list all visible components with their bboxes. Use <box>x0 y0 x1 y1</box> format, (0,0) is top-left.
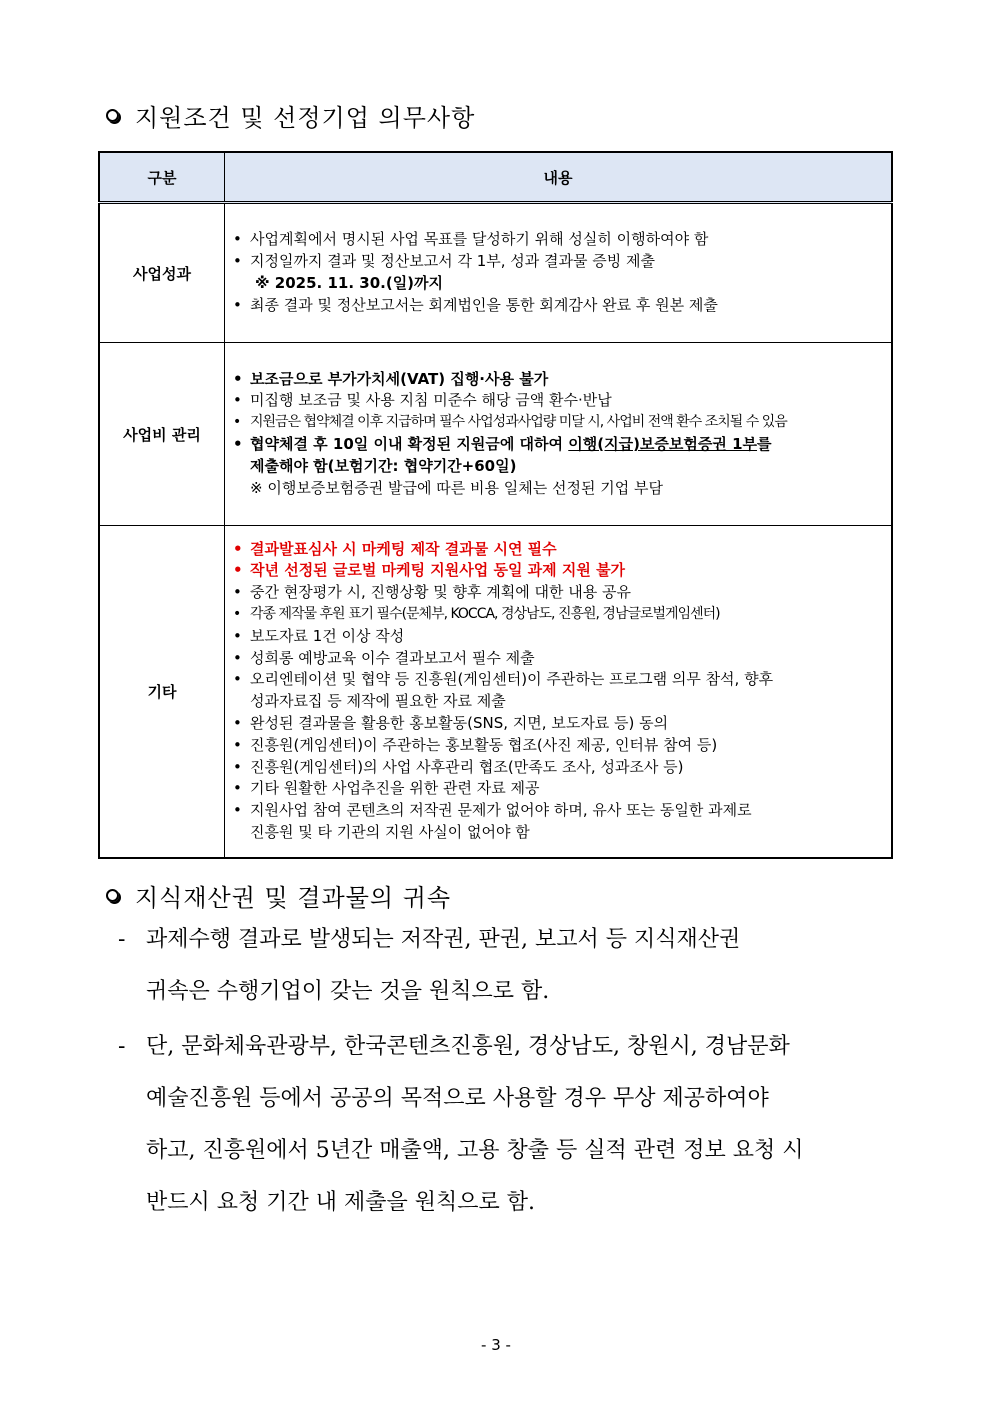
list-item: • 지원사업 참여 콘텐츠의 저작권 문제가 없어야 하며, 유사 또는 동일한 과제로 <box>233 800 885 822</box>
list-item-text: 협약체결 후 10일 이내 확정된 지원금에 대하여 <box>250 435 569 453</box>
row-category: 사업성과 <box>99 203 225 343</box>
circle-bullet-icon <box>106 109 119 122</box>
list-item-required: • 작년 선정된 글로벌 마케팅 지원사업 동일 과제 지원 불가 <box>233 560 885 582</box>
page-number: - 3 - <box>481 1336 511 1354</box>
cost-note: ※ 이행보증보험증권 발급에 따른 비용 일체는 선정된 기업 부담 <box>250 478 663 497</box>
paragraph-line: 예술진흥원 등에서 공공의 목적으로 사용할 경우 무상 제공하여야 <box>146 1086 769 1111</box>
row-content <box>225 203 893 343</box>
paragraph-line: 귀속은 수행기업이 갖는 것을 원칙으로 함. <box>146 979 550 1004</box>
ip-paragraph-2 <box>118 1021 893 1229</box>
table-header-row <box>99 152 892 203</box>
list-item <box>233 434 885 456</box>
list-item-continuation: 제출해야 함(보험기간: 협약기간+60일) <box>250 456 517 475</box>
section-heading-support-conditions <box>106 98 475 133</box>
table-row-other <box>99 526 892 858</box>
list-item: • 각종 제작물 후원 표기 필수(문체부, KOCCA, 경상남도, 진흥원, 경남글로벌게임센터) <box>233 604 885 626</box>
list-item: • 기타 원활한 사업추진을 위한 관련 자료 제공 <box>233 778 885 800</box>
list-item: • 중간 현장평가 시, 진행상황 및 향후 계획에 대한 내용 공유 <box>233 582 885 604</box>
list-item: • 미집행 보조금 및 사용 지침 미준수 해당 금액 환수·반납 <box>233 390 885 412</box>
list-item: • 보조금으로 부가가치세(VAT) 집행·사용 불가 <box>233 369 885 391</box>
paragraph-line: 하고, 진흥원에서 5년간 매출액, 고용 창출 등 실적 관련 정보 요청 시 <box>146 1138 804 1163</box>
section-title: 지원조건 및 선정기업 의무사항 <box>135 104 476 132</box>
row-content <box>225 343 893 526</box>
table-row-performance <box>99 203 892 343</box>
row-category: 기타 <box>99 526 225 858</box>
row-content <box>225 526 893 858</box>
row-category: 사업비 관리 <box>99 343 225 526</box>
list-item: • 보도자료 1건 이상 작성 <box>233 626 885 648</box>
header-content: 내용 <box>225 152 893 203</box>
table-row-budget <box>99 343 892 526</box>
dash-bullet: - <box>118 927 126 952</box>
list-item-required: • 결과발표심사 시 마케팅 제작 결과물 시연 필수 <box>233 539 885 561</box>
list-item-continuation: 진흥원 및 타 기관의 지원 사실이 없어야 함 <box>250 823 530 842</box>
header-category: 구분 <box>99 152 225 203</box>
guarantee-insurance-underlined: 이행(지급)보증보험증권 1부 <box>568 435 758 453</box>
list-item: • 진흥원(게임센터)의 사업 사후관리 협조(만족도 조사, 성과조사 등) <box>233 757 885 779</box>
section-title: 지식재산권 및 결과물의 귀속 <box>135 884 452 912</box>
list-item-continuation: 성과자료집 등 제작에 필요한 자료 제출 <box>250 692 506 711</box>
list-item: • 진흥원(게임센터)이 주관하는 홍보활동 협조(사진 제공, 인터뷰 참여 등) <box>233 735 885 757</box>
circle-bullet-icon <box>106 889 119 902</box>
list-item: • 최종 결과 및 정산보고서는 회계법인을 통한 회계감사 완료 후 원본 제출 <box>233 295 885 317</box>
dash-bullet: - <box>118 1034 126 1059</box>
list-item-text: 를 <box>757 435 772 453</box>
list-item: • 오리엔테이션 및 협약 등 진흥원(게임센터)이 주관하는 프로그램 의무 참석, 향후 <box>233 669 885 691</box>
paragraph-line: 단, 문화체육관광부, 한국콘텐츠진흥원, 경상남도, 창원시, 경남문화 <box>146 1034 790 1059</box>
list-item: • 완성된 결과물을 활용한 홍보활동(SNS, 지면, 보도자료 등) 동의 <box>233 713 885 735</box>
list-item: • 사업계획에서 명시된 사업 목표를 달성하기 위해 성실히 이행하여야 함 <box>233 229 885 251</box>
paragraph-line: 과제수행 결과로 발생되는 저작권, 판권, 보고서 등 지식재산권 <box>146 927 741 952</box>
list-item: • 지원금은 협약체결 이후 지급하며 필수 사업성과사업량 미달 시, 사업비 전액 환수 조치될 수 있음 <box>233 412 885 434</box>
list-item: • 성희롱 예방교육 이수 결과보고서 필수 제출 <box>233 648 885 670</box>
deadline-note: ※ 2025. 11. 30.(일)까지 <box>255 274 444 292</box>
ip-paragraph-1 <box>118 914 893 1018</box>
list-item: • 지정일까지 결과 및 정산보고서 각 1부, 성과 결과물 증빙 제출 <box>233 251 885 273</box>
conditions-table <box>98 151 893 859</box>
section-heading-ip-rights <box>106 878 451 913</box>
paragraph-line: 반드시 요청 기간 내 제출을 원칙으로 함. <box>146 1190 535 1215</box>
